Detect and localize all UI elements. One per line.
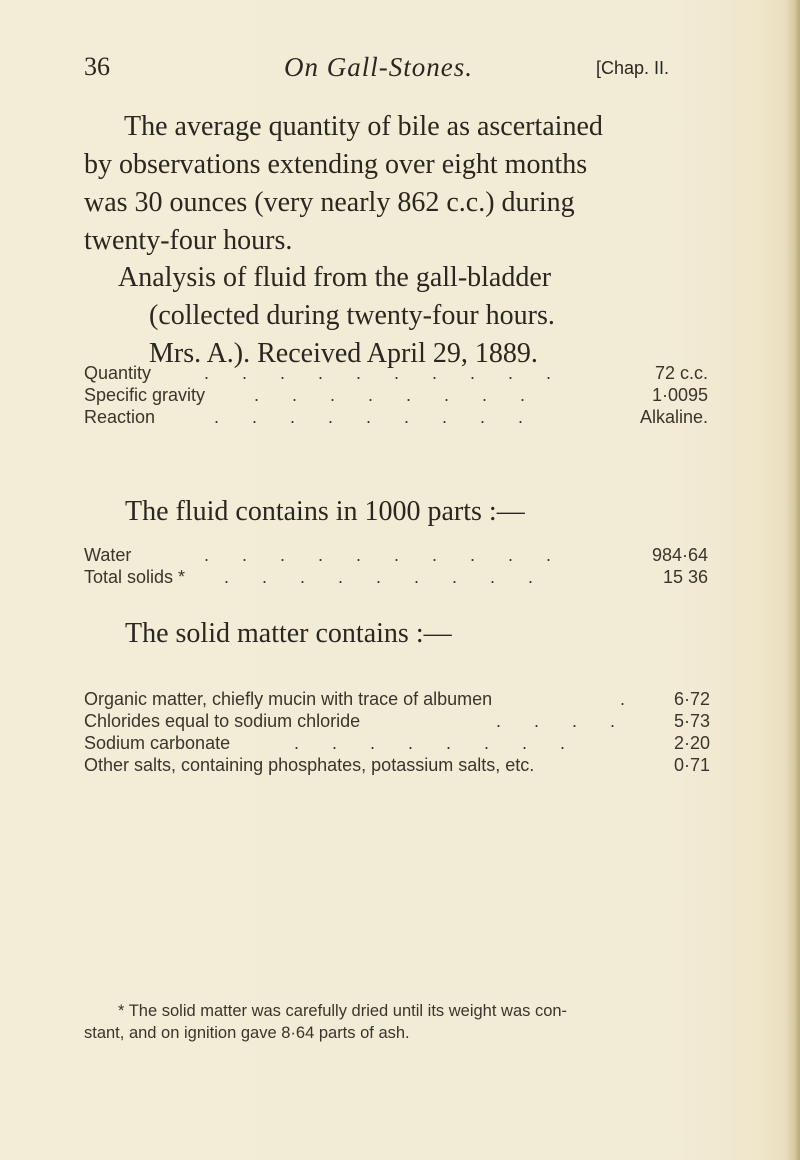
table-row — [84, 406, 708, 428]
analysis-heading — [84, 259, 704, 373]
leader-dots: . . . . — [496, 711, 630, 731]
running-title: On Gall-Stones. — [284, 52, 473, 82]
paragraph-line: was 30 ounces (very nearly 862 c.c.) during — [84, 187, 575, 218]
footnote-line: * The solid matter was carefully dried until its weight was con- — [118, 1002, 568, 1020]
row-label: Organic matter, chiefly mucin with trace of albumen — [84, 689, 493, 709]
table-row — [84, 710, 710, 732]
row-value: Alkaline. — [639, 407, 708, 427]
row-label: Quantity — [84, 363, 152, 383]
heading-line: Analysis of fluid from the gall-bladder — [118, 262, 552, 293]
row-value: 5·73 — [673, 711, 710, 731]
properties-table — [84, 362, 708, 428]
solid-table — [84, 688, 710, 776]
row-value: 984·64 — [651, 545, 708, 565]
paragraph-line: by observations extending over eight months — [84, 149, 588, 180]
page-edge-shadow — [786, 0, 800, 1160]
leader-dots: . . . . . . . . — [294, 733, 580, 753]
paragraph-line: twenty-four hours. — [84, 225, 293, 256]
leader-dots: . . . . . . . . . . — [204, 545, 566, 565]
table-row — [84, 732, 710, 754]
leader-dots: . . . . . . . . . . — [204, 363, 566, 383]
table-row — [84, 754, 710, 776]
table-row — [84, 544, 708, 566]
chapter-marker: [Chap. II. — [596, 58, 670, 78]
table-row — [84, 688, 710, 710]
solid-heading: The solid matter contains :— — [125, 618, 452, 649]
row-label: Chlorides equal to sodium chloride — [84, 711, 361, 731]
leader-dots: . . . . . . . . . — [224, 567, 548, 587]
page-header — [84, 52, 714, 92]
row-value: 1·0095 — [651, 385, 708, 405]
row-label: Sodium carbonate — [84, 733, 231, 753]
row-value: 15 36 — [662, 567, 708, 587]
row-label: Reaction — [84, 407, 156, 427]
row-value: 6·72 — [673, 689, 710, 709]
row-value: 2·20 — [673, 733, 710, 753]
table-row — [84, 362, 708, 384]
leader-dots: . . . . . . . . . — [214, 407, 538, 427]
row-value: 72 c.c. — [654, 363, 708, 383]
row-value: 0·71 — [673, 755, 710, 775]
footnote — [84, 1000, 709, 1044]
row-label: Specific gravity — [84, 385, 206, 405]
fluid-heading: The fluid contains in 1000 parts :— — [125, 496, 525, 527]
heading-line: (collected during twenty-four hours. — [149, 300, 555, 331]
table-row — [84, 566, 708, 588]
footnote-line: stant, and on ignition gave 8·64 parts of ash. — [84, 1024, 410, 1042]
intro-paragraph — [84, 108, 704, 260]
page-number: 36 — [84, 52, 110, 81]
leader-dots: . — [620, 689, 640, 709]
row-label: Other salts, containing phosphates, potassium salts, etc. — [84, 755, 535, 775]
leader-dots: . . . . . . . . — [254, 385, 540, 405]
row-label: Water — [84, 545, 132, 565]
heading-line: Mrs. A.). Received April 29, 1889. — [149, 338, 538, 369]
fluid-table — [84, 544, 708, 588]
paragraph-line: The average quantity of bile as ascertained — [124, 111, 603, 142]
row-label: Total solids * — [84, 567, 186, 587]
table-row — [84, 384, 708, 406]
